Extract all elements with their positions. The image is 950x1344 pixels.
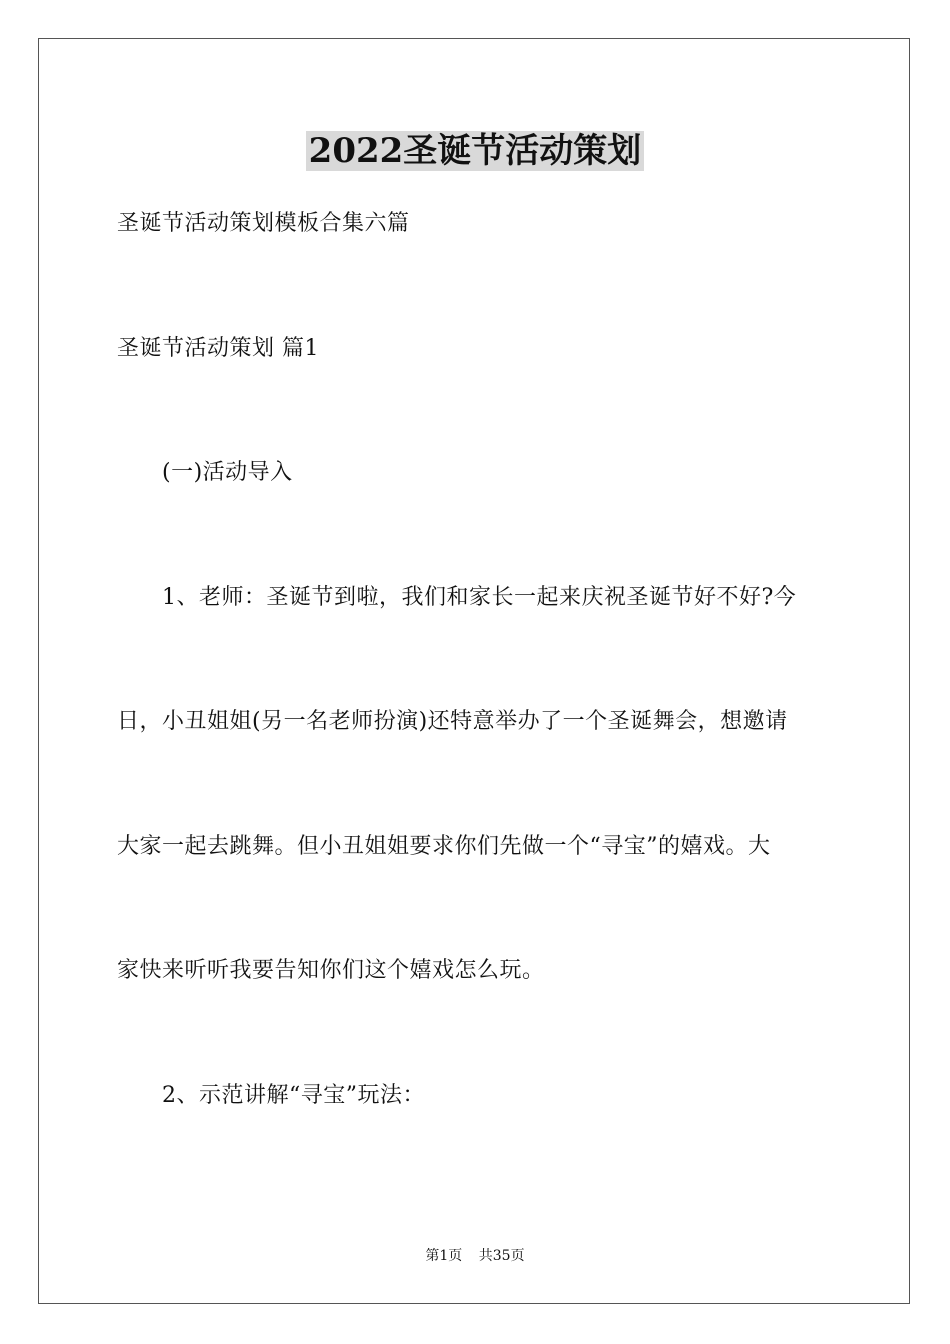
document-title-text: 2022圣诞节活动策划: [306, 131, 645, 171]
paragraph-line: 家快来听听我要告知你们这个嬉戏怎么玩。: [117, 958, 545, 983]
paragraph-line: 日，小丑姐姐(另一名老师扮演)还特意举办了一个圣诞舞会，想邀请: [117, 709, 788, 734]
section-heading: 圣诞节活动策划 篇1: [117, 336, 319, 361]
page-number: 第1页: [425, 1248, 463, 1264]
paragraph-line: 1、老师：圣诞节到啦，我们和家长一起来庆祝圣诞节好不好?今: [162, 585, 797, 610]
paragraph-line: 2、示范讲解“寻宝”玩法：: [162, 1083, 425, 1108]
paragraph-line: 大家一起去跳舞。但小丑姐姐要求你们先做一个“寻宝”的嬉戏。大: [117, 834, 771, 859]
page-footer: [0, 1246, 950, 1266]
document-title: [0, 126, 950, 176]
subtitle-line: 圣诞节活动策划模板合集六篇: [117, 211, 410, 236]
subsection-heading: (一)活动导入: [162, 460, 293, 485]
page-total: 共35页: [478, 1248, 525, 1264]
